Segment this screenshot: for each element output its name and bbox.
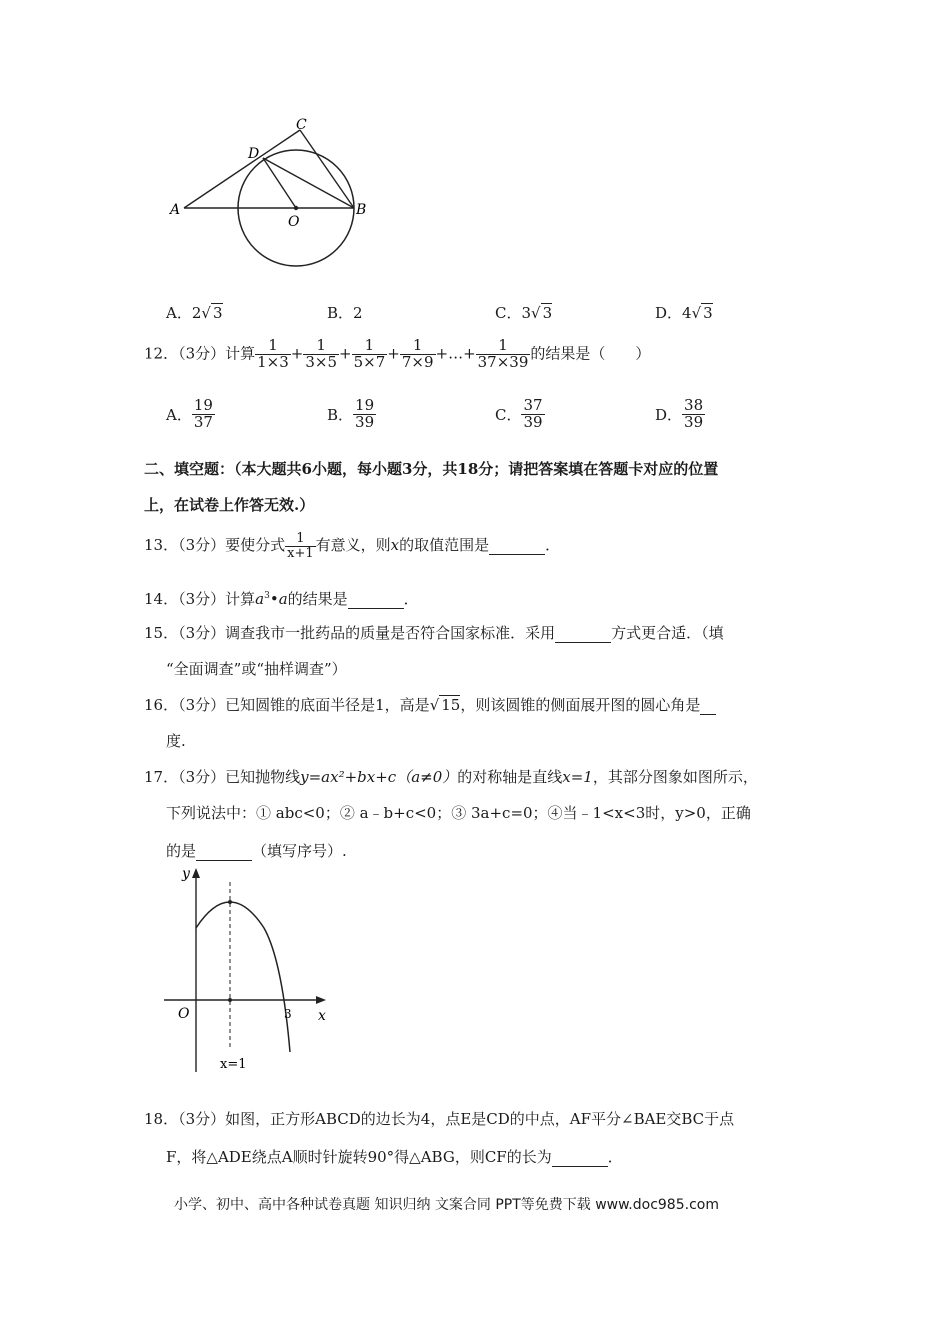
q12-term-1: $\frac{1}{1\times 3}$: [257, 336, 289, 371]
option-label: B．: [327, 304, 354, 322]
q12-term-last: $\frac{1}{37\times 39}$: [477, 336, 529, 371]
label-x: x: [318, 1008, 326, 1024]
parabola-graph: [160, 862, 340, 1077]
q12-term-2: $\frac{1}{3\times 5}$: [305, 336, 338, 371]
question-13: 13．（3分）要使分式 $\frac{1}{x+1}$ 有意义，则x的取值范围是 ．: [144, 531, 561, 561]
option-coef: 2: [191, 304, 202, 322]
line-db: [263, 158, 354, 208]
q12-option-a[interactable]: A． $\frac{19}{37}$: [166, 396, 213, 431]
section-2-heading-cont: 上，在试卷上作答无效.）: [144, 496, 315, 514]
label-axis: x=1: [220, 1057, 247, 1072]
label-d: D: [248, 146, 260, 162]
q17-answer-blank[interactable]: [196, 842, 252, 861]
q11-option-b[interactable]: [327, 302, 363, 323]
section-2-heading: 二、填空题：（本大题共6小题，每小题3分，共18分；请把答案填在答题卡对应的位置: [144, 460, 719, 478]
option-label: D．: [655, 304, 683, 322]
q11-option-c[interactable]: C．3√ 3: [495, 304, 553, 322]
line-do: [263, 158, 296, 208]
label-origin: O: [178, 1006, 190, 1022]
option-value: 2: [353, 304, 363, 322]
option-coef: 3: [521, 304, 532, 322]
q11-option-d[interactable]: D．4√ 3: [655, 304, 713, 322]
q12-option-d[interactable]: D． $\frac{38}{39}$: [655, 396, 704, 431]
label-o: O: [288, 214, 300, 230]
question-17-cont2: 的是 （填写序号）.: [166, 842, 347, 860]
question-17: 17．（3分）已知抛物线y=ax²+bx+c（a≠0）的对称轴是直线x=1，其部分图象如图所示，: [144, 768, 758, 786]
question-17-cont: 下列说法中：① abc<0；② a﹣b+c<0；③ 3a+c=0；④当﹣1<x<3时，y>0，正确: [166, 804, 751, 822]
option-radicand: 3: [703, 304, 713, 322]
q12-suffix: 的结果是（ ）: [530, 344, 651, 363]
center-point: [294, 206, 298, 210]
option-coef: 4: [682, 304, 692, 322]
question-18: 18．（3分）如图，正方形ABCD的边长为4，点E是CD的中点，AF平分∠BAE交BC于点: [144, 1110, 735, 1128]
parabola-curve: [196, 902, 290, 1052]
label-y: y: [182, 866, 190, 882]
label-b: B: [356, 202, 367, 218]
option-radicand: 3: [542, 304, 553, 322]
question-16-cont: 度.: [166, 732, 186, 750]
axis-point: [228, 998, 232, 1002]
question-16: 16．（3分）已知圆锥的底面半径是1，高是√ 15，则该圆锥的侧面展开图的圆心角是: [144, 694, 716, 715]
option-label: A．: [166, 304, 192, 322]
q13-answer-blank[interactable]: [489, 536, 545, 555]
q12-option-b[interactable]: B． $\frac{19}{39}$: [327, 396, 375, 431]
option-radicand: 3: [212, 304, 223, 322]
question-15-cont: “全面调查”或“抽样调查”）: [166, 660, 347, 678]
x-axis-arrow: [316, 996, 326, 1004]
question-14: 14．（3分）计算$a^3•a$的结果是 ．: [144, 590, 419, 608]
q11-option-a[interactable]: A．2√ 3: [166, 304, 223, 322]
q12-term-3: $\frac{1}{5\times 7}$: [353, 336, 386, 371]
label-a: A: [170, 202, 181, 218]
q16-answer-blank[interactable]: [700, 696, 716, 715]
question-12: 12．（3分）计算 $\frac{1}{1\times 3}$ + $\frac{1}{3\times 5}$ + $\frac{1}{5\times 7}$ + $\frac{1}{7\times 9}$ +…+ $\frac{1}{37\times 39}$ 的结果是（ ）: [144, 336, 651, 371]
page-footer: 小学、初中、高中各种试卷真题 知识归纳 文案合同 PPT等免费下载 www.doc985.com: [174, 1197, 719, 1213]
question-15: 15．（3分）调查我市一批药品的质量是否符合国家标准．采用 方式更合适．（填: [144, 624, 724, 642]
q12-prefix: 12．（3分）计算: [144, 344, 256, 363]
question-18-cont: F，将△ADE绕点A顺时针旋转90°得△ABG，则CF的长为 ．: [166, 1148, 623, 1166]
option-label: C．: [495, 304, 522, 322]
label-three: 3: [284, 1007, 292, 1021]
label-c: C: [296, 117, 307, 133]
y-axis-arrow: [192, 868, 200, 878]
q15-answer-blank[interactable]: [555, 624, 611, 643]
q12-option-c[interactable]: C． $\frac{37}{39}$: [495, 396, 543, 431]
q18-answer-blank[interactable]: [552, 1148, 608, 1167]
q13-fraction: $\frac{1}{x+1}$: [287, 531, 314, 561]
line-cb: [300, 130, 354, 208]
geometry-figure-circle: [160, 110, 380, 280]
q14-answer-blank[interactable]: [348, 590, 404, 609]
q12-term-4: $\frac{1}{7\times 9}$: [401, 336, 434, 371]
